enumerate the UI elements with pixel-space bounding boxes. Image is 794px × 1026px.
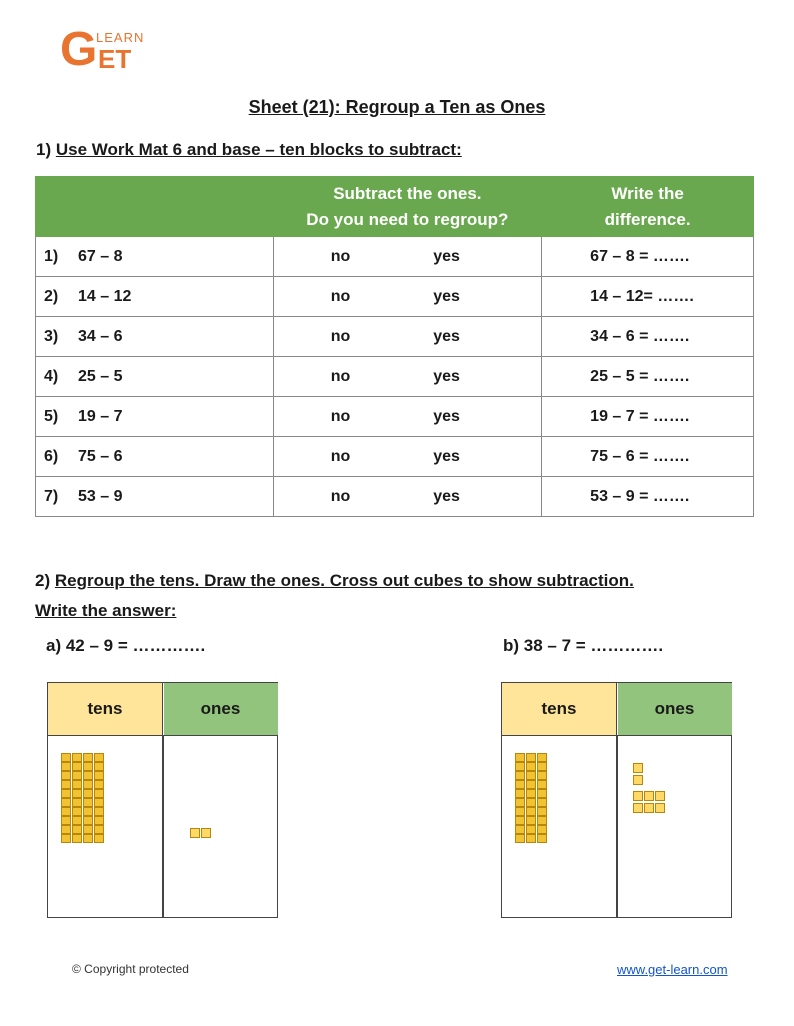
table-row: [36, 397, 754, 437]
copyright-notice: © Copyright protected: [72, 962, 189, 976]
table-row: [36, 237, 754, 277]
mat-a-ones-cube[interactable]: [190, 828, 200, 838]
problem-cell: [36, 397, 274, 437]
mat-b-ones-cube[interactable]: [644, 791, 654, 801]
option-no[interactable]: no: [330, 247, 351, 265]
mat-a-tens-rod: [94, 753, 104, 843]
row-problem: 19 – 7: [78, 407, 123, 425]
mat-b-ones-cube[interactable]: [633, 791, 643, 801]
header-difference-line1: Write the: [611, 183, 684, 203]
problem-cell: [36, 437, 274, 477]
table-header-row: [36, 177, 754, 237]
website-link[interactable]: www.get-learn.com: [617, 962, 728, 977]
mat-a-tens-rod: [61, 753, 71, 843]
question-1-number: 1): [36, 140, 52, 159]
mat-b-tens-rod: [526, 753, 536, 843]
table-row: [36, 277, 754, 317]
problem-cell: [36, 357, 274, 397]
mat-b-tens-header: tens: [502, 683, 617, 736]
problem-cell: [36, 317, 274, 357]
mat-b-divider: [616, 735, 618, 917]
question-2-line1: Regroup the tens. Draw the ones. Cross out cubes to show subtraction.: [54, 571, 634, 590]
subtraction-table: [35, 176, 754, 517]
logo-et-text: ET: [98, 44, 132, 74]
logo-learn-text: LEARN: [96, 30, 145, 45]
mat-b-ones-cube[interactable]: [655, 803, 665, 813]
row-number: 6): [44, 447, 59, 465]
option-no[interactable]: no: [330, 327, 351, 345]
table-row: [36, 477, 754, 517]
option-yes[interactable]: yes: [433, 447, 460, 465]
table-header-regroup: [273, 177, 542, 237]
option-yes[interactable]: yes: [433, 247, 460, 265]
mat-a-tens-rod: [72, 753, 82, 843]
sheet-title: Sheet (21): Regroup a Ten as Ones: [248, 97, 546, 117]
option-yes[interactable]: yes: [433, 407, 460, 425]
option-yes[interactable]: yes: [433, 327, 460, 345]
mat-a-tens-header: tens: [48, 683, 163, 736]
option-yes[interactable]: yes: [433, 487, 460, 505]
question-2-heading: [35, 566, 765, 626]
question-1-text: Use Work Mat 6 and base – ten blocks to subtract:: [55, 140, 462, 159]
row-number: 5): [44, 407, 59, 425]
logo-letter-g: G: [60, 23, 98, 76]
regroup-cell: [273, 397, 542, 437]
regroup-cell: [273, 477, 542, 517]
regroup-cell: [273, 357, 542, 397]
option-yes[interactable]: yes: [433, 287, 460, 305]
regroup-cell: [273, 437, 542, 477]
header-difference-line2: difference.: [604, 209, 691, 229]
difference-cell[interactable]: 53 – 9 = …….: [542, 477, 754, 517]
problem-a: a) 42 – 9 = ………….: [46, 636, 206, 655]
mat-a-ones-cube[interactable]: [201, 828, 211, 838]
mat-b-ones-cube[interactable]: [633, 775, 643, 785]
question-2-number: 2): [35, 571, 51, 590]
option-no[interactable]: no: [330, 287, 351, 305]
difference-cell[interactable]: 19 – 7 = …….: [542, 397, 754, 437]
option-no[interactable]: no: [330, 367, 351, 385]
option-yes[interactable]: yes: [433, 367, 460, 385]
header-regroup-line1: Subtract the ones.: [333, 183, 482, 203]
mat-b-tens-rod: [537, 753, 547, 843]
problem-cell: [36, 277, 274, 317]
row-number: 1): [44, 247, 59, 265]
work-mat-a: [47, 682, 278, 918]
regroup-cell: [273, 317, 542, 357]
table-header-difference: [542, 177, 754, 237]
work-mat-b: [501, 682, 732, 918]
get-learn-logo: [60, 24, 160, 80]
mat-b-tens-rod: [515, 753, 525, 843]
row-number: 2): [44, 287, 59, 305]
difference-cell[interactable]: 25 – 5 = …….: [542, 357, 754, 397]
question-1-heading: [36, 140, 462, 160]
row-problem: 53 – 9: [78, 487, 123, 505]
regroup-cell: [273, 277, 542, 317]
option-no[interactable]: no: [330, 407, 351, 425]
mat-b-ones-cube[interactable]: [633, 763, 643, 773]
problem-b: b) 38 – 7 = ………….: [503, 636, 664, 655]
difference-cell[interactable]: 34 – 6 = …….: [542, 317, 754, 357]
mat-a-divider: [162, 735, 164, 917]
difference-cell[interactable]: 14 – 12= …….: [542, 277, 754, 317]
problem-cell: [36, 477, 274, 517]
problem-cell: [36, 237, 274, 277]
mat-b-ones-header: ones: [618, 683, 732, 736]
row-problem: 34 – 6: [78, 327, 123, 345]
row-problem: 75 – 6: [78, 447, 123, 465]
row-number: 7): [44, 487, 59, 505]
header-regroup-line2: Do you need to regroup?: [306, 209, 509, 229]
question-2-line2: Write the answer:: [35, 601, 177, 620]
row-problem: 14 – 12: [78, 287, 132, 305]
regroup-cell: [273, 237, 542, 277]
mat-b-ones-cube[interactable]: [633, 803, 643, 813]
table-row: [36, 317, 754, 357]
mat-b-ones-cube[interactable]: [655, 791, 665, 801]
mat-b-ones-cube[interactable]: [644, 803, 654, 813]
option-no[interactable]: no: [330, 447, 351, 465]
difference-cell[interactable]: 75 – 6 = …….: [542, 437, 754, 477]
mat-a-ones-header: ones: [164, 683, 278, 736]
mat-a-tens-rod: [83, 753, 93, 843]
row-number: 4): [44, 367, 59, 385]
table-header-problem: [36, 177, 274, 237]
table-row: [36, 357, 754, 397]
row-problem: 67 – 8: [78, 247, 123, 265]
table-row: [36, 437, 754, 477]
difference-cell[interactable]: 67 – 8 = …….: [542, 237, 754, 277]
row-number: 3): [44, 327, 59, 345]
option-no[interactable]: no: [330, 487, 351, 505]
row-problem: 25 – 5: [78, 367, 123, 385]
